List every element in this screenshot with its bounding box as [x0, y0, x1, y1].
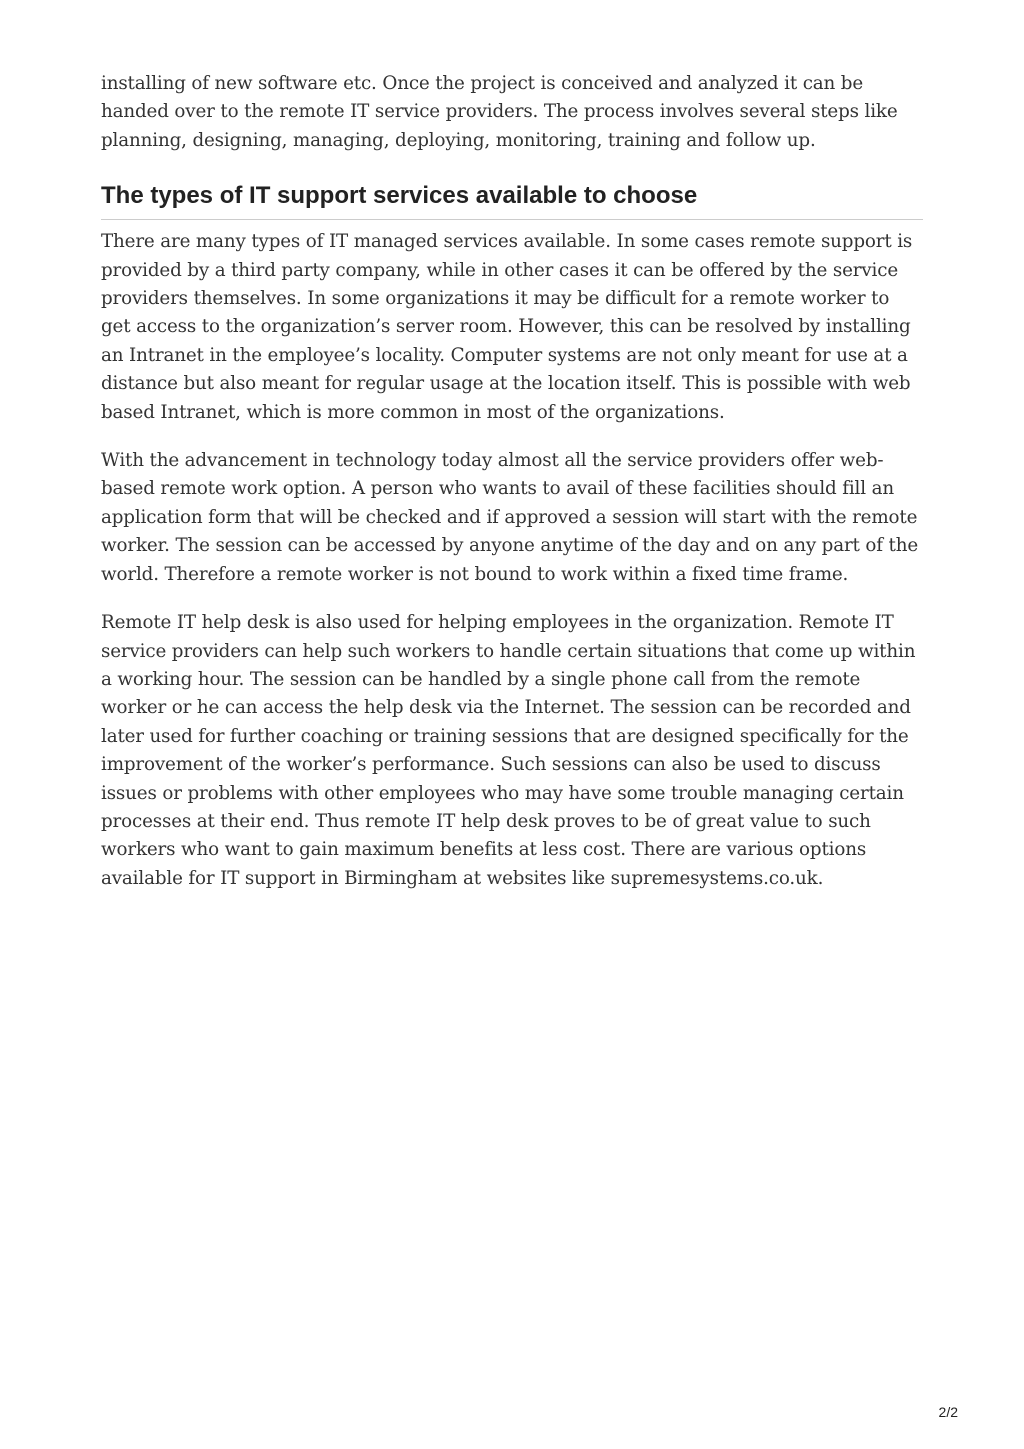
document-page [101, 70, 923, 913]
section-heading: The types of IT support services available to choose [101, 181, 923, 220]
body-paragraph-2: With the advancement in technology today almost all the service providers offer web-based remote work option. A person who wants to avail of these facilities should fill an application form that will be checked and if approved a session will start with the remote worker. The session can be accessed by anyone anytime of the day and on any part of the world. Therefore a remote worker is not bound to work within a fixed time frame. [101, 450, 919, 585]
page-number: 2/2 [938, 1404, 958, 1420]
body-paragraph-1: There are many types of IT managed services available. In some cases remote support is provided by a third party company, while in other cases it can be offered by the service providers themselves. In some organizations it may be difficult for a remote worker to get access to the organization’s server room. However, this can be resolved by installing an Intranet in the employee’s locality. Computer systems are not only meant for use at a distance but also meant for regular usage at the location itself. This is possible with web based Intranet, which is more common in most of the organizations. [101, 231, 913, 423]
intro-paragraph: installing of new software etc. Once the project is conceived and analyzed it can be handed over to the remote IT service providers. The process involves several steps like planning, designing, managing, deploying, monitoring, training and follow up. [101, 73, 898, 151]
body-paragraph-3: Remote IT help desk is also used for helping employees in the organization. Remote IT service providers can help such workers to handle certain situations that come up within a working hour. The session can be handled by a single phone call from the remote worker or he can access the help desk via the Internet. The session can be recorded and later used for further coaching or training sessions that are designed specifically for the improvement of the worker’s performance. Such sessions can also be used to discuss issues or problems with other employees who may have some trouble managing certain processes at their end. Thus remote IT help desk proves to be of great value to such workers who want to gain maximum benefits at less cost. There are various options available for IT support in Birmingham at websites like supremesystems.co.uk. [101, 612, 916, 889]
